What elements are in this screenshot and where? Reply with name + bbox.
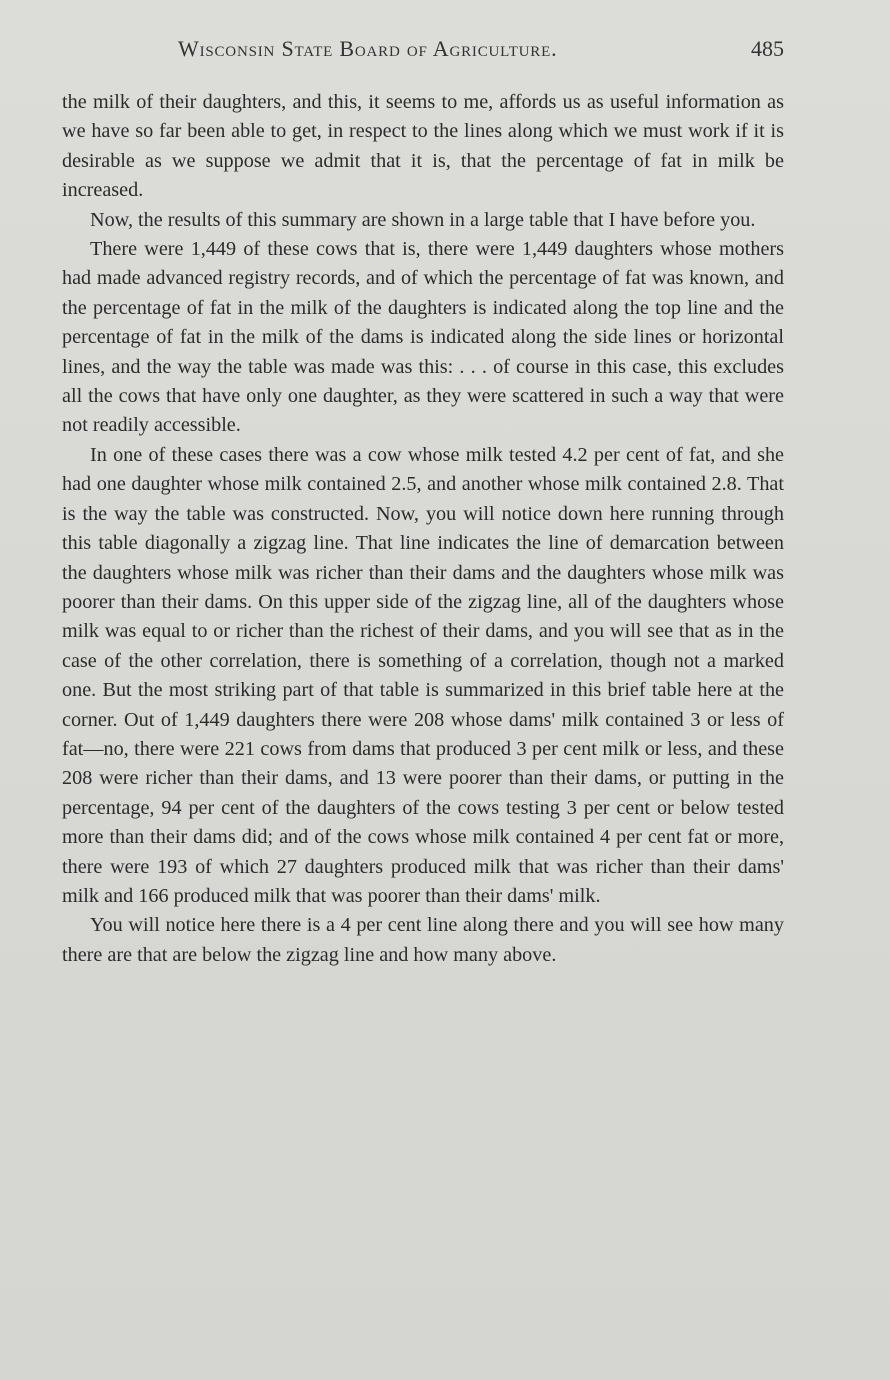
paragraph: Now, the results of this summary are shown in a large table that I have before you. xyxy=(90,208,756,231)
paragraph-continuation: the milk of their daughters, and this, it seems to me, affords us as useful information as we have so far been able to get, in respect to the lines along which we must work if it is desirable as we suppose we admit that it is, that the percentage of fat in milk be increased. xyxy=(62,91,784,202)
body-text xyxy=(62,88,784,970)
running-head xyxy=(62,36,784,66)
paragraph: You will notice here there is a 4 per cent line along there and you will see how many there are that are below the zigzag line and how many above. xyxy=(62,914,784,966)
paragraph: In one of these cases there was a cow whose milk tested 4.2 per cent of fat, and she had one daughter whose milk contained 2.5, and another whose milk contained 2.8. That is the way the table was constructed. Now, you will notice down here running through this table diagonally a zigzag line. That line indicates the line of demarcation between the daughters whose milk was richer than their dams and the daughters whose milk was poorer than their dams. On this upper side of the zigzag line, all of the daughters whose milk was equal to or richer than the richest of their dams, and you will see that as in the case of the other correlation, there is something of a correlation, though not a marked one. But the most striking part of that table is summarized in this brief table here at the corner. Out of 1,449 daughters there were 208 whose dams' milk contained 3 or less of fat—no, there were 221 cows from dams that produced 3 per cent milk or less, and these 208 were richer than their dams, and 13 were poorer than their dams, or putting in the percentage, 94 per cent of the daughters of the cows testing 3 per cent or below tested more than their dams did; and of the cows whose milk contained 4 per cent fat or more, there were 193 of which 27 daughters produced milk that was richer than their dams' milk and 166 produced milk that was poorer than their dams' milk. xyxy=(62,443,784,907)
running-head-title: Wisconsin State Board of Agriculture. xyxy=(178,36,558,61)
page-number: 485 xyxy=(751,36,784,61)
paragraph: There were 1,449 of these cows that is, there were 1,449 daughters whose mothers had made advanced registry records, and of which the percentage of fat was known, and the percentage of fat in the milk of the daughters is indicated along the top line and the percentage of fat in the milk of the dams is indicated along the side lines or horizontal lines, and the way the table was made was this: . . . of course in this case, this excludes all the cows that have only one daughter, as they were scattered in such a way that were not readily accessible. xyxy=(62,238,784,437)
